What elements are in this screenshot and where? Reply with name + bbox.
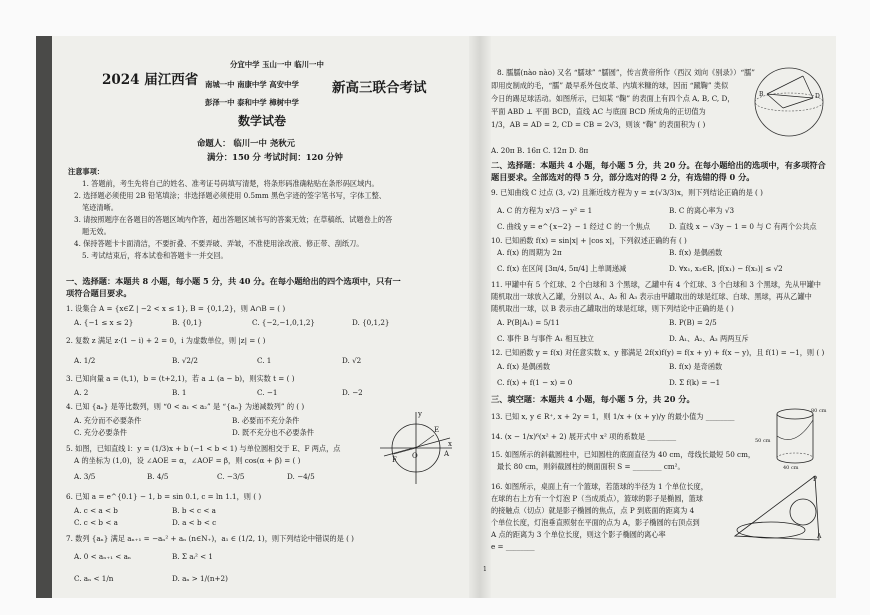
q14-stem: 14. (x − 1/x)⁶(x² + 2) 展开式中 x² 项的系数是 ________ (491, 432, 677, 441)
q2-option-a: A. 1/2 (74, 356, 96, 365)
setter-line: 命题人： 临川一中 尧秋元 (197, 138, 295, 148)
q9-option-a: A. C 的方程为 x²/3 − y² = 1 (497, 206, 593, 215)
q12-option-b: B. f(x) 是奇函数 (669, 362, 723, 371)
q8-options: A. 20π B. 16π C. 12π D. 8π (491, 146, 589, 155)
q8-stem-4: 平面 ABD ⊥ 平面 BCD，直线 AC 与底面 BCD 所成角的正切值为 (491, 107, 706, 116)
q5-unit-circle-figure (374, 408, 454, 488)
q8-stem-3: 今日的踢足球活动。如图所示，已知某 “鞠” 的表面上有四个点 A, B, C, D， (491, 94, 735, 103)
q4-stem: 4. 已知 {aₙ} 是等比数列，则 “0 < a₁ < a₂” 是 “{aₙ} 为递减数列” 的 ( ) (66, 402, 305, 411)
q3-option-d: D. −2 (342, 388, 363, 397)
q7-option-c: C. aₙ < 1/n (74, 574, 114, 583)
q3-option-b: B. 1 (172, 388, 187, 397)
q5-stem-b: A 的坐标为 (1,0)，设 ∠AOE = α，∠AOF = β，则 cos(α + β) = ( ) (74, 456, 301, 465)
notice-2: 笔迹清晰。 (82, 203, 118, 212)
score-time-line: 满分：150 分 考试时间：120 分钟 (207, 152, 343, 162)
notice-1: 1. 答题前，考生先将自己的姓名、准考证号码填写清楚，将条形码准确粘贴在条形码区域内。 (82, 179, 379, 188)
exam-sheet (36, 36, 836, 598)
q5-option-d: D. −4/5 (287, 472, 315, 481)
notice-2b: 3. 请按照题序在各题目的答题区域内作答，超出答题区域书写的答案无效；在草稿纸、试题卷上的答 (74, 215, 393, 224)
q16-stem-3: 的接触点（切点）就是影子椭圆的焦点，点 P 到底面的距离为 4 (491, 506, 695, 515)
q12-option-a: A. f(x) 是偶函数 (497, 362, 551, 371)
q7-option-a: A. 0 < aₙ₊₁ < aₙ (74, 552, 131, 561)
q5-figure-label-x: x (448, 440, 452, 448)
q16-stem-2: 在球的右上方有一个灯泡 P（当成质点），篮球的影子是椭圆，篮球 (491, 494, 703, 503)
notice-1b: 2. 选择题必须使用 2B 铅笔填涂；非选择题必须使用 0.5mm 黑色字迹的签字笔书写，字体工整、 (74, 191, 386, 200)
q5-option-c: C. −3/5 (217, 472, 245, 481)
q10-option-a: A. f(x) 的周期为 2π (497, 248, 562, 257)
q15-figure-label-diameter: 40 cm (783, 465, 799, 471)
q11-stem-2: 随机取出一球放入乙罐，分别以 A₁、A₂ 和 A₃ 表示由甲罐取出的球是红球、白球、黑球，再从乙罐中 (491, 292, 812, 301)
q5-figure-label-f: F (392, 456, 397, 464)
q2-stem: 2. 复数 z 满足 z·(1 − i) + 2 = 0，i 为虚数单位，则 |z| = ( ) (66, 336, 266, 345)
q16-stem-6: e = ________ (491, 542, 535, 551)
q9-option-d: D. 直线 x − √3y − 1 = 0 与 C 有两个公共点 (669, 222, 817, 231)
q5-stem: 5. 如图，已知直线 l：y = (1/3)x + b (−1 < b < 1) 与单位圆相交于 E、F 两点，点 (66, 444, 341, 453)
q15-cylinder-figure (755, 406, 827, 471)
q1-option-a: A. {−1 ≤ x ≤ 2} (74, 318, 134, 327)
q6-option-c: C. c < b < a (74, 518, 118, 527)
q13-stem: 13. 已知 x, y ∈ R⁺, x + 2y = 1，则 1/x + (x + y)/y 的最小值为 ________ (491, 412, 735, 421)
q2-option-b: B. √2/2 (172, 356, 198, 365)
q10-stem: 10. 已知函数 f(x) = sin|x| + |cos x|，下列叙述正确的有 ( ) (491, 236, 687, 245)
q12-stem: 12. 已知函数 y = f(x) 对任意实数 x、y 都满足 2f(x)f(y) = f(x + y) + f(x − y)，且 f(1) = −1，则 ( ) (491, 348, 825, 357)
q4-option-b: B. 必要而不充分条件 (232, 416, 300, 425)
q8-stem-5: 1/3，AB = AD = 2, CD = CB = 2√3，则该 “鞠” 的表面积为 ( ) (491, 120, 706, 129)
q10-option-d: D. ∀x₁, x₂∈R, |f(x₁) − f(x₂)| ≤ √2 (669, 264, 783, 273)
q9-option-c: C. 曲线 y = e^{x−2} − 1 经过 C 的一个焦点 (497, 222, 651, 231)
q16-figure-label-p: P (813, 476, 818, 483)
q5-option-a: A. 3/5 (74, 472, 96, 481)
notice-title: 注意事项： (68, 167, 104, 176)
left-shadow-edge (36, 36, 52, 598)
q11-stem-1: 11. 甲罐中有 5 个红球、2 个白球和 3 个黑球，乙罐中有 4 个红球、3 个白球和 3 个黑球，先从甲罐中 (491, 280, 821, 289)
q8-figure-label-b: B (759, 91, 764, 98)
q9-stem: 9. 已知曲线 C 过点 (3, √2) 且渐近线方程为 y = ±(√3/3)x，则下列结论正确的是 ( ) (491, 188, 763, 197)
exam-region: 2024 届江西省 (102, 72, 199, 88)
paper-title: 数学试卷 (238, 114, 287, 128)
school-line-1: 分宜中学 玉山一中 临川一中 (230, 60, 324, 69)
section-2-title-b: 题目要求。全部选对的得 5 分，部分选对的得 2 分，有选错的得 0 分。 (491, 172, 755, 182)
q16-stem-1: 16. 如图所示，桌面上有一个篮球，若篮球的半径为 1 个单位长度， (491, 482, 708, 491)
q8-figure-label-d: D (815, 93, 820, 100)
q8-stem-2: 即用皮制成的毛，“臑” 最早系外包皮革、内填米糠的球，因而 “蹴鞠” 类似 (491, 81, 729, 90)
q1-option-b: B. {0,1} (172, 318, 203, 327)
q6-option-d: D. a < b < c (172, 518, 217, 527)
q15-figure-label-top: 80 cm (811, 408, 827, 414)
q4-option-a: A. 充分而不必要条件 (74, 416, 142, 425)
q1-option-c: C. {−2,−1,0,1,2} (252, 318, 316, 327)
q1-stem: 1. 设集合 A = {x∈Z | −2 < x ≤ 1}, B = {0,1,2}，则 A∩B = ( ) (66, 304, 286, 313)
q4-option-d: D. 既不充分也不必要条件 (232, 428, 314, 437)
notice-3: 题无效。 (82, 227, 111, 236)
q6-option-b: B. b < c < a (172, 506, 216, 515)
q6-stem: 6. 已知 a = e^{0.1} − 1, b = sin 0.1, c = ln 1.1，则 ( ) (66, 492, 262, 501)
section-1-title-b: 项符合题目要求。 (66, 288, 132, 298)
section-3-title: 三、填空题：本题共 4 小题，每小题 5 分，共 20 分。 (491, 394, 695, 404)
q15-figure-label-height: 50 cm (755, 438, 771, 444)
page-number: 1 (483, 566, 487, 573)
q11-stem-3: 随机取出一球，以 B 表示由乙罐取出的球是红球，则下列结论中正确的是 ( ) (491, 304, 734, 313)
q11-option-d: D. A₁、A₂、A₃ 两两互斥 (669, 334, 749, 343)
q2-option-c: C. 1 (257, 356, 272, 365)
q3-option-c: C. −1 (257, 388, 278, 397)
q5-figure-label-o: O (412, 452, 418, 460)
q2-option-d: D. √2 (342, 356, 362, 365)
q6-option-a: A. c < a < b (74, 506, 118, 515)
q7-option-b: B. Σ aᵢ² < 1 (172, 552, 213, 561)
q15-stem-1: 15. 如图所示的斜截圆柱中，已知圆柱的底面直径为 40 cm，母线长最短 50 cm， (491, 450, 756, 459)
school-line-2: 南城一中 南康中学 高安中学 (205, 80, 299, 89)
q5-figure-label-y: y (418, 410, 422, 418)
notice-4: 5. 考试结束后，将本试卷和答题卡一并交回。 (82, 251, 228, 260)
q8-sphere-figure (753, 64, 825, 140)
q11-option-a: A. P(B|A₁) = 5/11 (497, 318, 560, 327)
q12-option-c: C. f(x) + f(1 − x) = 0 (497, 378, 573, 387)
q4-option-c: C. 充分必要条件 (74, 428, 127, 437)
q10-option-c: C. f(x) 在区间 [3π/4, 5π/4] 上单调递减 (497, 264, 627, 273)
q1-option-d: D. {0,1,2} (352, 318, 390, 327)
q16-stem-5: A 点的距离为 3 个单位长度，则这个影子椭圆的离心率 (491, 530, 666, 539)
q12-option-d: D. Σ f(k) = −1 (669, 378, 721, 387)
q5-figure-label-e: E (434, 426, 440, 434)
q16-ball-shadow-figure (731, 472, 823, 542)
q3-stem: 3. 已知向量 a = (t,1)，b = (t+2,1)，若 a ⊥ (a − b)，则实数 t = ( ) (66, 374, 295, 383)
q5-figure-label-a: A (444, 450, 450, 458)
q3-option-a: A. 2 (74, 388, 89, 397)
q9-option-b: B. C 的离心率为 √3 (669, 206, 735, 215)
section-2-title: 二、选择题：本题共 4 小题，每小题 5 分，共 20 分。在每小题给出的选项中，有多项符合 (491, 160, 826, 170)
school-line-3: 彭泽一中 泰和中学 樟树中学 (205, 98, 299, 107)
q5-option-b: B. 4/5 (147, 472, 169, 481)
q15-stem-2: 最长 80 cm，则斜截圆柱的侧面面积 S = ________ cm²。 (497, 462, 685, 471)
q10-option-b: B. f(x) 是偶函数 (669, 248, 723, 257)
q8-stem-1: 8. 臑臑(nào nào) 又名 “臑球” “臑圆”，传言黄帝所作（西汉 刘向《别录》）“臑” (497, 68, 755, 77)
q16-figure-label-a: A (817, 533, 822, 540)
section-1-title: 一、选择题：本题共 8 小题，每小题 5 分，共 40 分。在每小题给出的四个选项中，只有一 (66, 276, 401, 286)
notice-3b: 4. 保持答题卡卡面清洁，不要折叠、不要弄破、弄皱，不准使用涂改液、修正带、刮纸刀。 (74, 239, 364, 248)
q11-option-c: C. 事件 B 与事件 A₁ 相互独立 (497, 334, 594, 343)
page-crease (469, 36, 491, 598)
q7-option-d: D. aₙ > 1/(n+2) (172, 574, 228, 583)
q7-stem: 7. 数列 {aₙ} 满足 aₙ₊₁ = −aₙ² + aₙ (n∈N₊)，a₁ ∈ (1/2, 1)，则下列结论中错误的是 ( ) (66, 534, 354, 543)
q16-stem-4: 个单位长度，灯泡垂直照射在平面的点为 A，影子椭圆的右顶点到 (491, 518, 700, 527)
exam-name: 新高三联合考试 (332, 80, 427, 96)
q11-option-b: B. P(B) = 2/5 (669, 318, 717, 327)
